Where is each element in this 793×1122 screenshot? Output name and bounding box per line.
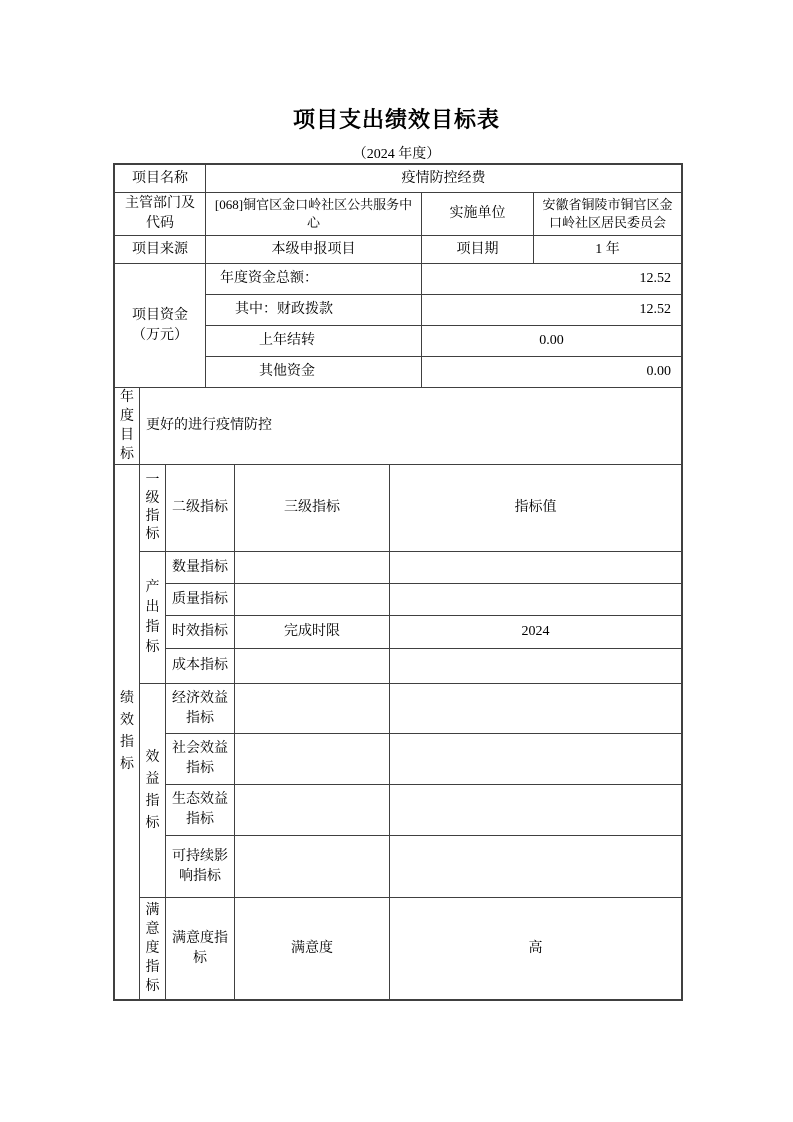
funding-section (115, 264, 681, 388)
performance-section-label: 绩效指标 (115, 465, 140, 999)
indicator-level3-cell (235, 836, 390, 897)
performance-indicators-section (115, 465, 681, 999)
indicator-value-cell (390, 836, 681, 897)
funding-row-carryover (206, 326, 681, 357)
source-row (115, 236, 681, 264)
funding-row-other (206, 357, 681, 387)
indicator-level3-cell (235, 684, 390, 733)
indicator-row (166, 616, 681, 649)
indicator-row (166, 785, 681, 836)
page-title: 项目支出绩效目标表 (292, 107, 500, 132)
benefit-indicators-label: 效益指标 (140, 684, 166, 897)
indicator-value-cell (390, 734, 681, 784)
indicator-level3-cell (235, 552, 390, 583)
impl-unit-label: 实施单位 (422, 193, 534, 235)
satisfaction-indicators-label: 满意度指标 (140, 898, 166, 999)
indicator-level2-cell: 时效指标 (166, 616, 235, 648)
benefit-indicators-group (140, 684, 681, 898)
project-period-label: 项目期 (422, 236, 534, 263)
indicator-level2-cell: 满意度指标 (166, 898, 235, 999)
annual-goal-label: 年度目标 (115, 388, 140, 464)
indicator-level3-cell (235, 785, 390, 835)
indicator-row (166, 649, 681, 683)
funding-carryover-label: 上年结转 (206, 326, 422, 356)
indicator-value-cell: 2024 (521, 624, 550, 640)
indicator-value-cell (390, 649, 681, 683)
indicator-value-cell (390, 785, 681, 835)
indicator-level3-cell (235, 584, 390, 615)
project-name-label: 项目名称 (115, 165, 206, 192)
impl-unit-value: 安徽省铜陵市铜官区金口岭社区居民委员会 (542, 196, 673, 230)
dept-code-value: [068]铜官区金口岭社区公共服务中心 (206, 193, 422, 235)
indicator-level2-cell: 经济效益指标 (166, 684, 235, 733)
indicator-level2-cell: 成本指标 (166, 649, 235, 683)
funding-total-label: 年度资金总额： (206, 264, 422, 294)
dept-code-label: 主管部门及代码 (115, 193, 206, 235)
indicator-level3-cell (235, 649, 390, 683)
funding-fiscal-label: 其中：财政拨款 (206, 295, 422, 325)
indicator-level2-cell: 可持续影响指标 (166, 836, 235, 897)
funding-row-fiscal (206, 295, 681, 326)
funding-fiscal-value: 12.52 (639, 302, 671, 318)
value-header: 指标值 (514, 500, 557, 516)
output-indicators-rows (166, 552, 681, 683)
output-indicators-label: 产出指标 (140, 552, 166, 683)
annual-goal-section (115, 388, 681, 465)
indicator-row (166, 684, 681, 734)
level3-header: 三级指标 (235, 465, 390, 551)
level1-header: 一级指标 (140, 465, 166, 551)
project-name-row (115, 165, 681, 193)
funding-other-label: 其他资金 (206, 357, 422, 387)
indicator-value-cell (390, 684, 681, 733)
indicator-level2-cell: 质量指标 (166, 584, 235, 615)
project-name-value: 疫情防控经费 (401, 170, 486, 186)
funding-row-total (206, 264, 681, 295)
indicator-level2-cell: 社会效益指标 (166, 734, 235, 784)
indicator-value-cell (390, 552, 681, 583)
project-source-label: 项目来源 (115, 236, 206, 263)
indicator-row (166, 552, 681, 584)
benefit-indicators-rows (166, 684, 681, 897)
indicator-row (166, 584, 681, 616)
funding-total-value: 12.52 (639, 271, 671, 287)
output-indicators-group (140, 552, 681, 684)
indicator-level3-cell: 完成时限 (235, 616, 390, 648)
indicator-level2-cell: 数量指标 (166, 552, 235, 583)
funding-rows (206, 264, 681, 387)
satisfaction-indicators-group (140, 898, 681, 999)
indicator-level3-cell (235, 734, 390, 784)
indicator-level2-cell: 生态效益指标 (166, 785, 235, 835)
project-period-value: 1 年 (595, 241, 620, 257)
funding-other-value: 0.00 (646, 364, 671, 380)
indicator-level3-cell: 满意度 (235, 898, 390, 999)
funding-group-label: 项目资金（万元） (115, 264, 206, 387)
annual-goal-value: 更好的进行疫情防控 (146, 418, 272, 434)
indicators-body (140, 465, 681, 999)
indicator-value-cell (390, 584, 681, 615)
indicators-header-row (140, 465, 681, 552)
indicator-value-cell: 高 (528, 940, 543, 956)
level2-header: 二级指标 (166, 465, 235, 551)
performance-target-table (113, 163, 683, 1001)
indicator-row (166, 734, 681, 785)
dept-row (115, 193, 681, 236)
page-subtitle: （2024 年度） (352, 147, 441, 162)
project-source-value: 本级申报项目 (206, 236, 422, 263)
indicator-row (166, 836, 681, 897)
funding-carryover-value: 0.00 (539, 333, 564, 349)
